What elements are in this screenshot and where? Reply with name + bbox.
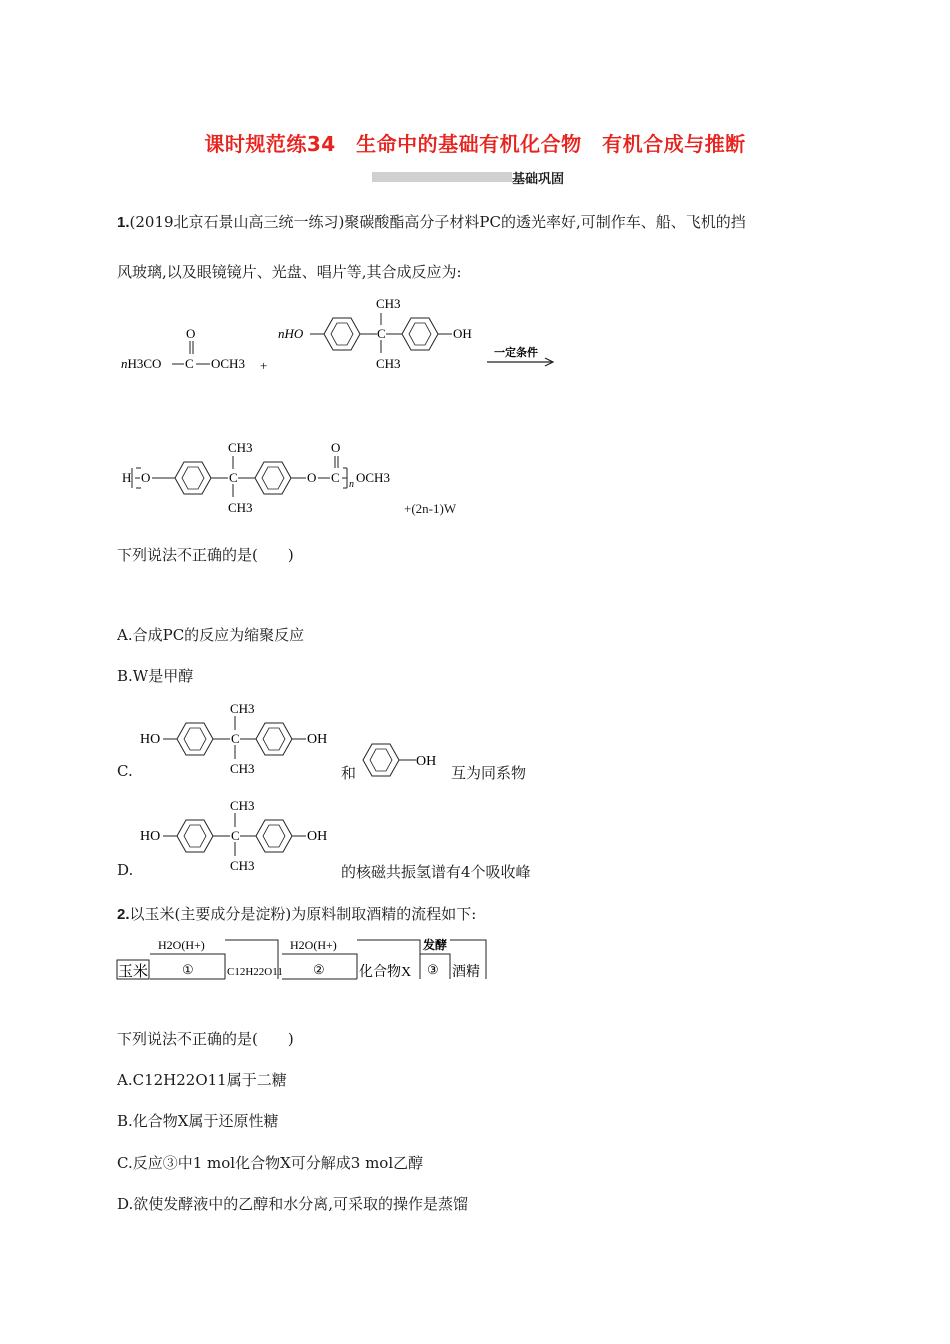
q1-number: 1. — [117, 214, 130, 231]
product-methyl-bottom: CH3 — [228, 500, 253, 515]
h3co-label: H3CO — [127, 356, 162, 371]
quaternary-c: C — [377, 326, 386, 341]
product-o2: O — [307, 470, 317, 485]
flow-step3-reagent: 发酵 — [423, 938, 448, 952]
phenol-oh: OH — [416, 754, 437, 769]
c-methyl-top: CH3 — [230, 701, 255, 716]
c-ho: HO — [140, 732, 161, 747]
arrow-condition: 一定条件 — [494, 347, 538, 359]
plus-sign: + — [260, 358, 268, 373]
q1-option-c-label[interactable]: C. — [117, 762, 133, 780]
q1-text-line1: (2019北京石景山高三统一练习)聚碳酸酯高分子材料PC的透光率好,可制作车、船、飞机的挡 — [129, 213, 746, 231]
q1-option-c-and: 和 — [341, 764, 357, 782]
product-carbonyl-o: O — [331, 440, 341, 455]
q2-flow-diagram — [0, 930, 520, 990]
q2-line1 — [117, 903, 476, 924]
q1-option-b[interactable]: B.W是甲醇 — [117, 667, 194, 685]
flow-intermediate: C12H22O11 — [227, 966, 283, 978]
bisphenol-a-reactant — [278, 296, 472, 371]
product-och3: OCH3 — [356, 470, 390, 485]
q2-option-a[interactable]: A.C12H22O11属于二糖 — [117, 1071, 287, 1089]
flow-corn: 玉米 — [118, 964, 149, 980]
q2-number: 2. — [117, 906, 130, 923]
flow-alcohol: 酒精 — [452, 965, 480, 980]
section-label: 基础巩固 — [512, 172, 565, 187]
flow-step2-reagent: H2O(H+) — [290, 938, 337, 952]
methyl-bottom: CH3 — [376, 356, 401, 371]
d-quaternary-c: C — [231, 828, 240, 843]
d-oh: OH — [307, 829, 328, 844]
q1-option-a[interactable]: A.合成PC的反应为缩聚反应 — [117, 626, 305, 644]
carbonyl-o: O — [186, 326, 196, 341]
c-quaternary-c: C — [231, 731, 240, 746]
flow-step1-num: ① — [182, 962, 194, 977]
product-methyl-top: CH3 — [228, 440, 253, 455]
q1-option-d-end: 的核磁共振氢谱有4个吸收峰 — [341, 863, 531, 881]
oh-label: OH — [453, 326, 472, 341]
och3-label: OCH3 — [211, 356, 245, 371]
q1-line2: 风玻璃,以及眼镜镜片、光盘、唱片等,其合成反应为: — [117, 263, 462, 281]
q1-option-c-end: 互为同系物 — [451, 764, 527, 782]
nho-label: nHO — [278, 326, 304, 341]
q2-option-b[interactable]: B.化合物X属于还原性糖 — [117, 1112, 279, 1130]
product-o: O — [141, 470, 151, 485]
product-n: n — [349, 479, 354, 490]
flow-step2-num: ② — [313, 962, 325, 977]
section-bar — [372, 172, 512, 182]
coefficient-n: n — [121, 356, 128, 371]
c-methyl-bottom: CH3 — [230, 761, 255, 776]
svg-text:nH3CO — [121, 356, 161, 371]
q1-stem: 下列说法不正确的是( ) — [117, 546, 294, 564]
flow-step1-reagent: H2O(H+) — [158, 938, 205, 952]
carbonyl-c: C — [185, 356, 194, 371]
option-d-bisphenol-structure — [0, 792, 360, 882]
q2-stem: 下列说法不正确的是( ) — [117, 1030, 294, 1048]
product-h: H — [122, 470, 132, 485]
q2-option-d[interactable]: D.欲使发酵液中的乙醇和水分离,可采取的操作是蒸馏 — [117, 1195, 469, 1213]
byproduct-w: +(2n-1)W — [404, 501, 457, 516]
q2-text: 以玉米(主要成分是淀粉)为原料制取酒精的流程如下: — [129, 905, 477, 923]
dimethyl-carbonate — [121, 326, 245, 371]
d-ho: HO — [140, 829, 161, 844]
c-oh: OH — [307, 732, 328, 747]
q1-option-d-label[interactable]: D. — [117, 861, 134, 879]
page-title: 课时规范练34 生命中的基础有机化合物 有机合成与推断 — [204, 132, 746, 156]
product-carbonyl-c: C — [331, 470, 340, 485]
q1-reaction-scheme — [0, 290, 600, 390]
option-c-bisphenol-structure — [0, 695, 360, 785]
reaction-arrow — [487, 345, 553, 366]
flow-compound-x: 化合物X — [359, 965, 412, 980]
q1-line1 — [117, 211, 746, 232]
product-c: C — [229, 470, 238, 485]
d-methyl-top: CH3 — [230, 798, 255, 813]
d-methyl-bottom: CH3 — [230, 858, 255, 873]
q2-option-c[interactable]: C.反应③中1 mol化合物X可分解成3 mol乙醇 — [117, 1154, 424, 1172]
flow-step3-num: ③ — [427, 962, 439, 977]
methyl-top: CH3 — [376, 296, 401, 311]
phenol-structure — [360, 738, 450, 788]
